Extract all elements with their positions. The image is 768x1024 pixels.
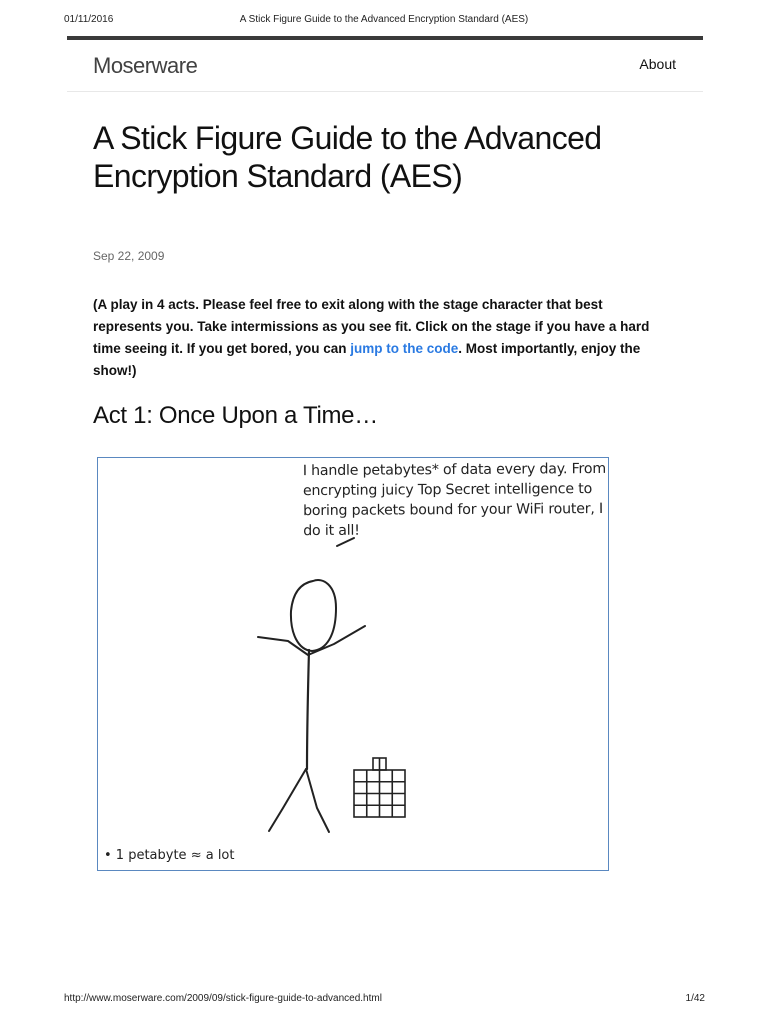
print-footer	[0, 993, 768, 1007]
act-1-heading: Act 1: Once Upon a Time…	[93, 402, 378, 429]
intro-text-start: (A play in 4 acts. Please feel free to exit along with the stage character that best represents you. Take intermissions as you see fit. Click on the stage if you have a hard time seeing it. If you get bored, you can	[93, 297, 650, 356]
post-date: Sep 22, 2009	[93, 249, 165, 263]
comic-panel[interactable]	[97, 457, 609, 871]
footer-page-number: 1/42	[685, 993, 705, 1004]
comic-footnote: • 1 petabyte ≈ a lot	[104, 848, 235, 863]
jump-to-code-link[interactable]: jump to the code	[350, 341, 459, 356]
print-page-title: A Stick Figure Guide to the Advanced Encryption Standard (AES)	[239, 14, 529, 25]
stick-figure-icon	[258, 580, 365, 832]
print-header	[0, 14, 768, 28]
comic-drawing	[98, 458, 610, 872]
site-title-link[interactable]: Moserware	[93, 53, 198, 78]
site-header	[67, 40, 703, 92]
post-title: A Stick Figure Guide to the Advanced Encryption Standard (AES)	[93, 120, 602, 194]
intro-paragraph	[93, 294, 653, 382]
data-block-icon	[354, 758, 405, 817]
nav-about-link[interactable]: About	[639, 56, 676, 72]
comic-speech-text: I handle petabytes* of data every day. From encrypting juicy Top Secret intelligence to boring packets bound for your WiFi router, I do it all!	[302, 460, 606, 540]
print-date: 01/11/2016	[64, 14, 114, 25]
footer-url: http://www.moserware.com/2009/09/stick-figure-guide-to-advanced.html	[64, 993, 382, 1004]
intro-text-end: . Most importantly, enjoy the show!)	[93, 341, 641, 378]
